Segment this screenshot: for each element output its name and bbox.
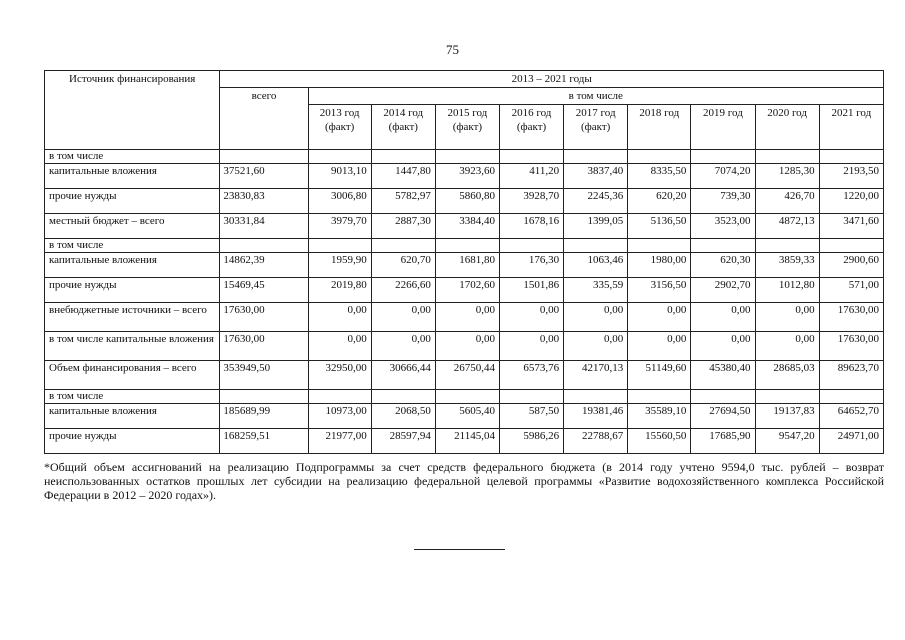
value-cell: 32950,00 [308,361,371,390]
value-cell: 0,00 [435,303,499,332]
table-subheader-row [45,390,884,404]
empty-cell [499,239,563,253]
value-cell: 335,59 [564,278,628,303]
empty-cell [691,239,755,253]
empty-cell [628,239,691,253]
empty-cell [499,390,563,404]
value-cell: 620,20 [628,189,691,214]
value-cell: 9547,20 [755,429,819,454]
table-row [45,214,884,239]
value-cell: 0,00 [308,332,371,361]
value-cell: 19137,83 [755,404,819,429]
value-cell: 8335,50 [628,164,691,189]
row-label: в том числе [45,150,220,164]
value-cell: 89623,70 [819,361,883,390]
row-label: прочие нужды [45,429,220,454]
empty-cell [819,390,883,404]
header-year-label: 2020 год [767,107,807,119]
value-cell: 5782,97 [371,189,435,214]
value-cell: 3006,80 [308,189,371,214]
value-cell: 1678,16 [499,214,563,239]
empty-cell [220,239,308,253]
total-cell: 168259,51 [220,429,308,454]
value-cell: 22788,67 [564,429,628,454]
page-number: 75 [446,42,459,57]
header-year-cell [755,105,819,150]
header-year-cell [308,105,371,150]
value-cell: 5986,26 [499,429,563,454]
table-row [45,332,884,361]
value-cell: 45380,40 [691,361,755,390]
header-year-cell [628,105,691,150]
value-cell: 24971,00 [819,429,883,454]
header-year-note: (факт) [452,121,483,133]
value-cell: 5136,50 [628,214,691,239]
table-row [45,278,884,303]
value-cell: 0,00 [691,332,755,361]
total-cell: 353949,50 [220,361,308,390]
value-cell: 426,70 [755,189,819,214]
value-cell: 0,00 [628,332,691,361]
total-cell: 37521,60 [220,164,308,189]
value-cell: 3979,70 [308,214,371,239]
value-cell: 64652,70 [819,404,883,429]
value-cell: 1447,80 [371,164,435,189]
row-label: Объем финансирования – всего [45,361,220,390]
empty-cell [371,150,435,164]
total-cell: 17630,00 [220,332,308,361]
value-cell: 3928,70 [499,189,563,214]
value-cell: 3859,33 [755,253,819,278]
empty-cell [220,390,308,404]
value-cell: 19381,46 [564,404,628,429]
header-year-cell [435,105,499,150]
value-cell: 0,00 [564,303,628,332]
separator-line [414,549,505,550]
value-cell: 5860,80 [435,189,499,214]
total-cell: 17630,00 [220,303,308,332]
value-cell: 1980,00 [628,253,691,278]
empty-cell [435,390,499,404]
header-total: всего [220,88,308,150]
empty-cell [819,150,883,164]
empty-cell [819,239,883,253]
header-year-note: (факт) [324,121,355,133]
value-cell: 1702,60 [435,278,499,303]
header-year-label: 2014 год [383,107,424,119]
value-cell: 42170,13 [564,361,628,390]
row-label: капитальные вложения [45,164,220,189]
value-cell: 3384,40 [435,214,499,239]
table-row [45,361,884,390]
value-cell: 15560,50 [628,429,691,454]
row-label: местный бюджет – всего [45,214,220,239]
value-cell: 1220,00 [819,189,883,214]
header-year-cell [499,105,563,150]
empty-cell [691,150,755,164]
value-cell: 1399,05 [564,214,628,239]
value-cell: 3923,60 [435,164,499,189]
row-label: в том числе капитальные вложения [45,332,220,361]
value-cell: 17685,90 [691,429,755,454]
value-cell: 3156,50 [628,278,691,303]
value-cell: 7074,20 [691,164,755,189]
value-cell: 587,50 [499,404,563,429]
value-cell: 739,30 [691,189,755,214]
value-cell: 0,00 [435,332,499,361]
value-cell: 620,70 [371,253,435,278]
total-cell: 185689,99 [220,404,308,429]
header-period: 2013 – 2021 годы [220,71,884,88]
value-cell: 21145,04 [435,429,499,454]
header-year-note: (факт) [388,121,418,133]
table-row [45,189,884,214]
header-year-note: (факт) [516,121,547,133]
value-cell: 0,00 [499,303,563,332]
value-cell: 2068,50 [371,404,435,429]
header-year-label: 2018 год [639,107,680,119]
header-year-label: 2019 год [703,107,743,119]
header-year-cell [564,105,628,150]
empty-cell [308,150,371,164]
header-year-cell [819,105,883,150]
table-row [45,164,884,189]
value-cell: 3837,40 [564,164,628,189]
empty-cell [755,390,819,404]
empty-cell [755,239,819,253]
total-cell: 14862,39 [220,253,308,278]
value-cell: 3471,60 [819,214,883,239]
value-cell: 0,00 [499,332,563,361]
value-cell: 21977,00 [308,429,371,454]
value-cell: 0,00 [564,332,628,361]
value-cell: 0,00 [628,303,691,332]
empty-cell [435,150,499,164]
value-cell: 0,00 [755,332,819,361]
header-year-cell [691,105,755,150]
value-cell: 3523,00 [691,214,755,239]
row-label: в том числе [45,239,220,253]
row-label: внебюджетные источники – всего [45,303,220,332]
value-cell: 0,00 [755,303,819,332]
empty-cell [220,150,308,164]
empty-cell [628,150,691,164]
value-cell: 620,30 [691,253,755,278]
header-year-label: 2016 год [511,107,552,119]
value-cell: 0,00 [371,303,435,332]
header-source: Источник финансирования [45,71,220,150]
row-label: прочие нужды [45,278,220,303]
header-including: в том числе [308,88,883,105]
total-cell: 15469,45 [220,278,308,303]
empty-cell [628,390,691,404]
value-cell: 2900,60 [819,253,883,278]
value-cell: 1501,86 [499,278,563,303]
value-cell: 9013,10 [308,164,371,189]
header-year-label: 2013 год [319,107,360,119]
value-cell: 35589,10 [628,404,691,429]
value-cell: 17630,00 [819,303,883,332]
empty-cell [691,390,755,404]
table-row [45,253,884,278]
row-label: капитальные вложения [45,253,220,278]
header-year-label: 2021 год [831,107,872,119]
empty-cell [371,239,435,253]
header-year-cell [371,105,435,150]
empty-cell [308,239,371,253]
value-cell: 1063,46 [564,253,628,278]
total-cell: 23830,83 [220,189,308,214]
value-cell: 571,00 [819,278,883,303]
value-cell: 17630,00 [819,332,883,361]
value-cell: 1285,30 [755,164,819,189]
value-cell: 0,00 [371,332,435,361]
value-cell: 411,20 [499,164,563,189]
value-cell: 4872,13 [755,214,819,239]
table-row [45,429,884,454]
table-row [45,404,884,429]
value-cell: 5605,40 [435,404,499,429]
value-cell: 2193,50 [819,164,883,189]
value-cell: 6573,76 [499,361,563,390]
value-cell: 2902,70 [691,278,755,303]
empty-cell [564,150,628,164]
row-label: капитальные вложения [45,404,220,429]
empty-cell [755,150,819,164]
value-cell: 2245,36 [564,189,628,214]
value-cell: 30666,44 [371,361,435,390]
table-row [45,303,884,332]
value-cell: 1012,80 [755,278,819,303]
empty-cell [564,239,628,253]
financing-table [44,70,884,454]
empty-cell [499,150,563,164]
total-cell: 30331,84 [220,214,308,239]
header-year-label: 2015 год [447,107,488,119]
header-year-note: (факт) [581,121,611,133]
row-label: прочие нужды [45,189,220,214]
value-cell: 10973,00 [308,404,371,429]
empty-cell [435,239,499,253]
empty-cell [564,390,628,404]
value-cell: 0,00 [691,303,755,332]
value-cell: 0,00 [308,303,371,332]
value-cell: 26750,44 [435,361,499,390]
value-cell: 1959,90 [308,253,371,278]
empty-cell [308,390,371,404]
value-cell: 27694,50 [691,404,755,429]
header-year-label: 2017 год [575,107,616,119]
value-cell: 28597,94 [371,429,435,454]
table-subheader-row [45,150,884,164]
empty-cell [371,390,435,404]
footnote: *Общий объем ассигнований на реализацию Подпрограммы за счет средств федерального бюджета (в 2014 году учтено 9594,0 тыс. рублей – возврат неиспользованных остатков прошлых лет субсидии на реализацию федеральной целевой программы «Развитие водохозяйственного комплекса Российской Федерации в 2012 – 2020 годах»). [44,460,884,502]
value-cell: 1681,80 [435,253,499,278]
row-label: в том числе [45,390,220,404]
value-cell: 28685,03 [755,361,819,390]
value-cell: 2019,80 [308,278,371,303]
value-cell: 176,30 [499,253,563,278]
value-cell: 2887,30 [371,214,435,239]
table-subheader-row [45,239,884,253]
value-cell: 2266,60 [371,278,435,303]
value-cell: 51149,60 [628,361,691,390]
